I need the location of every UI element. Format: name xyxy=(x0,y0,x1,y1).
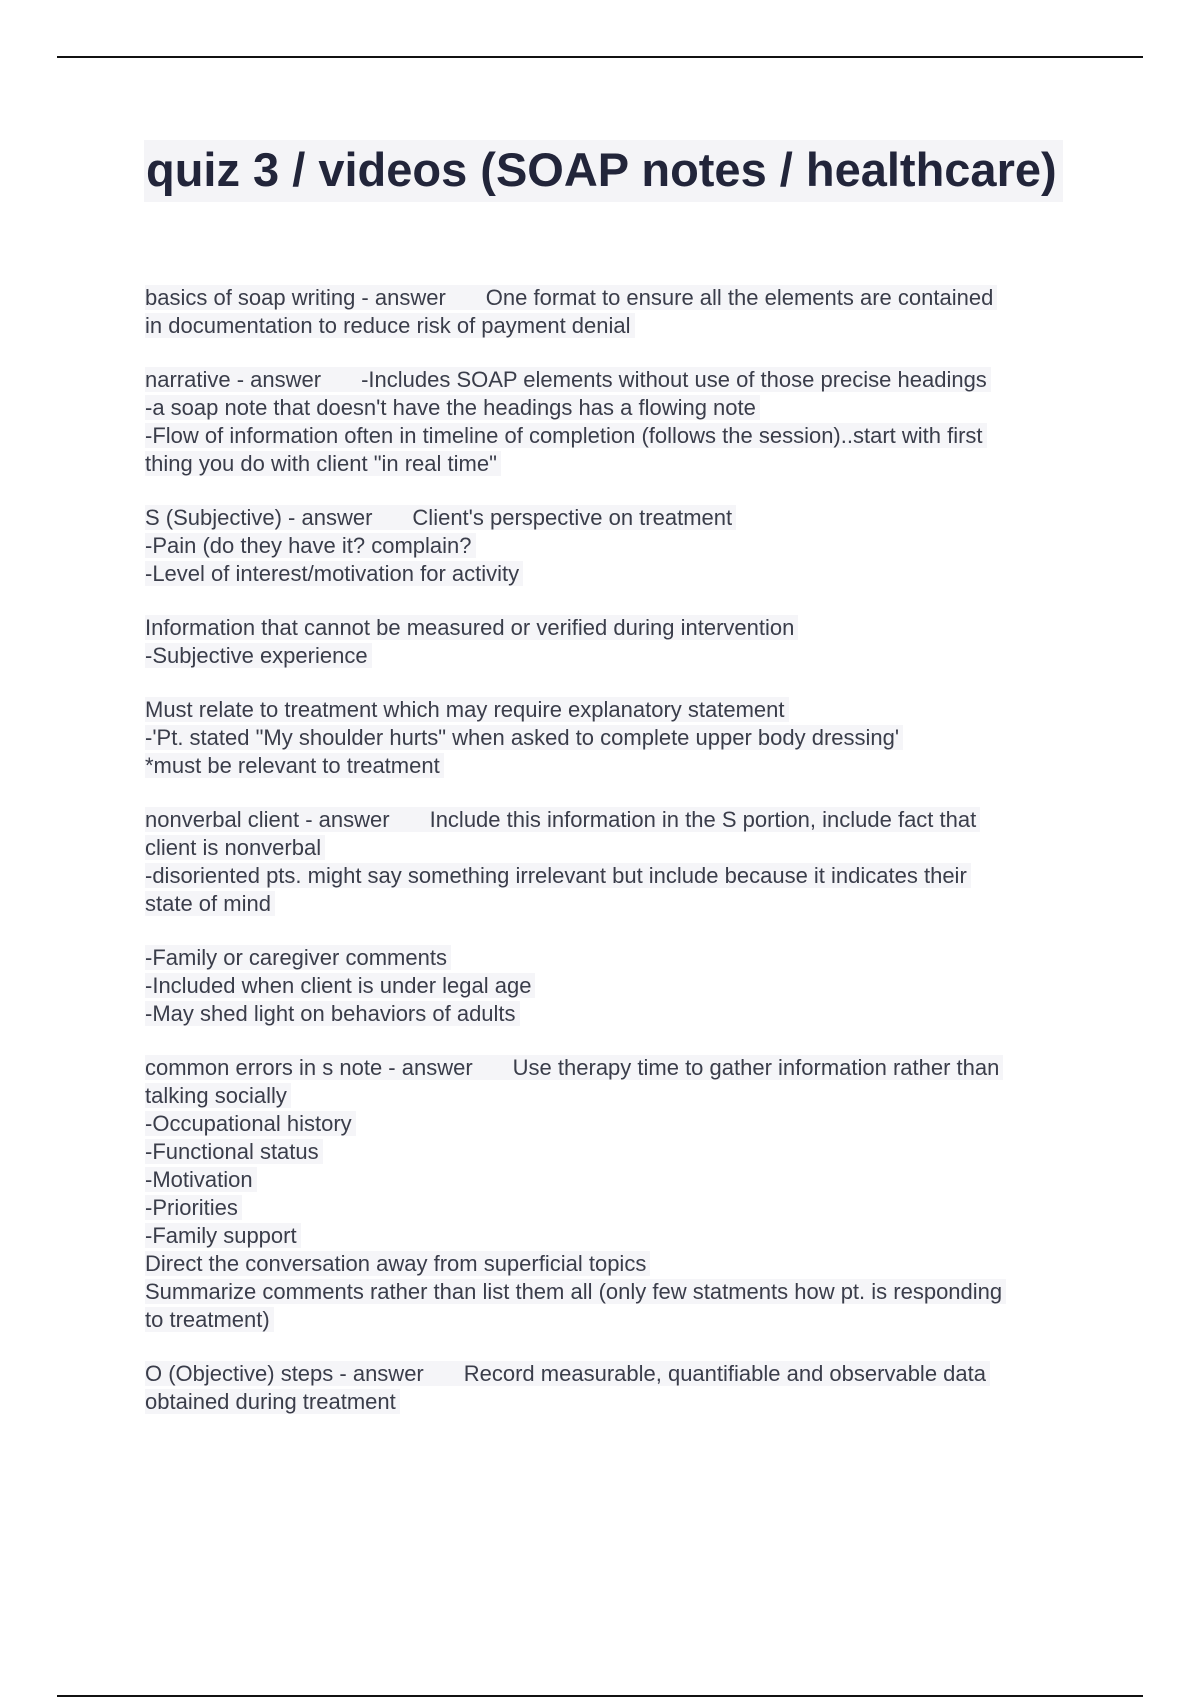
header-rule xyxy=(57,56,1143,58)
entry-line: Must relate to treatment which may require explanatory statement xyxy=(145,696,1095,724)
entry-line: -Occupational history xyxy=(145,1110,1095,1138)
entry-answer: Client's perspective on treatment xyxy=(412,505,733,530)
entry-line: *must be relevant to treatment xyxy=(145,752,1095,780)
entry-term: S (Subjective) - answer xyxy=(145,505,373,530)
entry-first-line xyxy=(145,1360,1095,1388)
entry-line: -a soap note that doesn't have the headings has a flowing note xyxy=(145,394,1095,422)
entry-line: -Family or caregiver comments xyxy=(145,944,1095,972)
page-title: quiz 3 / videos (SOAP notes / healthcare) xyxy=(144,140,1063,202)
entry-line: -Pain (do they have it? complain? xyxy=(145,532,1095,560)
flashcard-entry xyxy=(145,284,1095,340)
entry-first-line xyxy=(145,1054,1095,1082)
entry-line: client is nonverbal xyxy=(145,834,1095,862)
entry-term: nonverbal client - answer xyxy=(145,807,390,832)
footer-rule xyxy=(57,1695,1143,1697)
entry-line: -Functional status xyxy=(145,1138,1095,1166)
entry-first-line xyxy=(145,504,1095,532)
entry-line: -Priorities xyxy=(145,1194,1095,1222)
entry-line: thing you do with client "in real time" xyxy=(145,450,1095,478)
entry-line: -Family support xyxy=(145,1222,1095,1250)
entry-term: O (Objective) steps - answer xyxy=(145,1361,424,1386)
entry-answer: Include this information in the S portion, include fact that xyxy=(429,807,977,832)
flashcard-entry xyxy=(145,1360,1095,1416)
document-body xyxy=(145,284,1095,1442)
entry-line: state of mind xyxy=(145,890,1095,918)
entry-line: Direct the conversation away from superficial topics xyxy=(145,1250,1095,1278)
entry-first-line xyxy=(145,806,1095,834)
note-paragraph xyxy=(145,696,1095,780)
entry-line: -Subjective experience xyxy=(145,642,1095,670)
entry-first-line xyxy=(145,284,1095,312)
entry-line: obtained during treatment xyxy=(145,1388,1095,1416)
entry-line: -Level of interest/motivation for activity xyxy=(145,560,1095,588)
flashcard-entry xyxy=(145,504,1095,588)
entry-line: -May shed light on behaviors of adults xyxy=(145,1000,1095,1028)
entry-term: narrative - answer xyxy=(145,367,322,392)
entry-line: -Flow of information often in timeline of completion (follows the session)..start with first xyxy=(145,422,1095,450)
flashcard-entry xyxy=(145,366,1095,478)
note-paragraph xyxy=(145,944,1095,1028)
entry-line: -Motivation xyxy=(145,1166,1095,1194)
entry-line: -disoriented pts. might say something irrelevant but include because it indicates their xyxy=(145,862,1095,890)
entry-line: -'Pt. stated "My shoulder hurts" when asked to complete upper body dressing' xyxy=(145,724,1095,752)
entry-term: basics of soap writing - answer xyxy=(145,285,446,310)
entry-line: to treatment) xyxy=(145,1306,1095,1334)
entry-line: Information that cannot be measured or verified during intervention xyxy=(145,614,1095,642)
flashcard-entry xyxy=(145,806,1095,918)
entry-answer: Use therapy time to gather information rather than xyxy=(512,1055,1000,1080)
entry-line: in documentation to reduce risk of payment denial xyxy=(145,312,1095,340)
entry-line: talking socially xyxy=(145,1082,1095,1110)
entry-first-line xyxy=(145,366,1095,394)
entry-line: -Included when client is under legal age xyxy=(145,972,1095,1000)
entry-answer: Record measurable, quantifiable and observable data xyxy=(463,1361,986,1386)
entry-term: common errors in s note - answer xyxy=(145,1055,473,1080)
entry-answer: One format to ensure all the elements are contained xyxy=(485,285,994,310)
note-paragraph xyxy=(145,614,1095,670)
flashcard-entry xyxy=(145,1054,1095,1334)
entry-line: Summarize comments rather than list them all (only few statments how pt. is responding xyxy=(145,1278,1095,1306)
entry-answer: -Includes SOAP elements without use of those precise headings xyxy=(361,367,987,392)
